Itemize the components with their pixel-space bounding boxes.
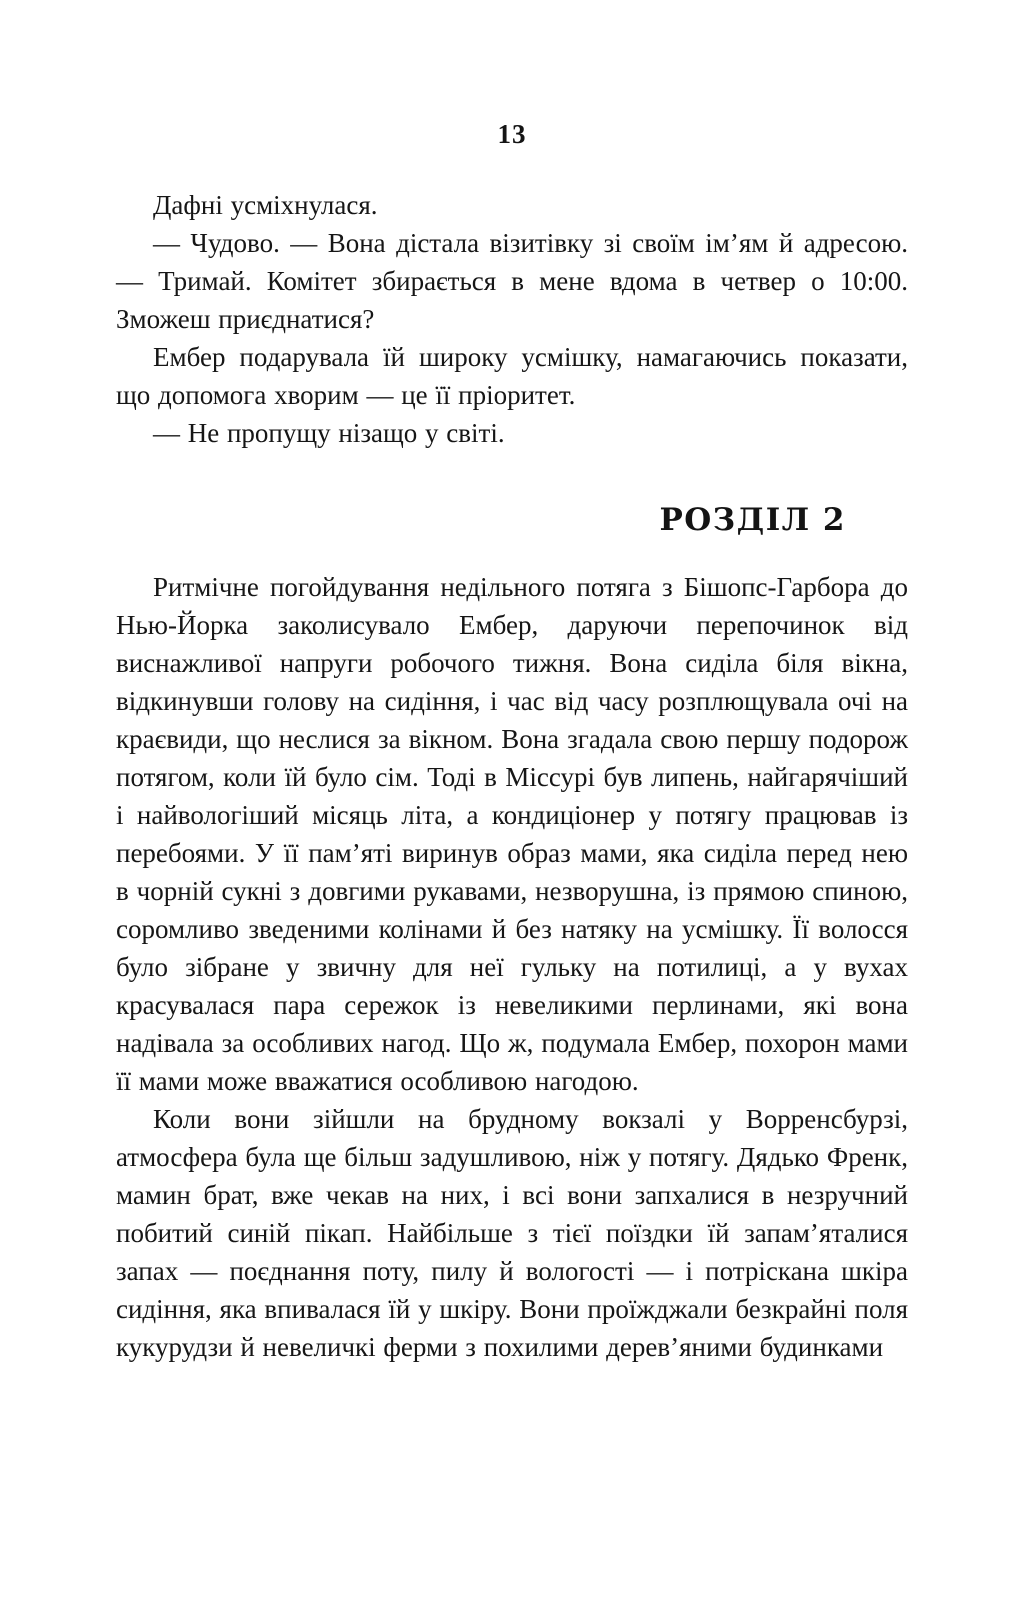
paragraph: Коли вони зійшли на брудному вокзалі у Ворренсбурзі, атмосфера була ще більш задушливою, ніж у потягу. Дядько Френк, мамин брат, вже чекав на них, і всі вони запхалися в незручний побитий синій пікап. Найбільше з тієї поїздки їй запам’яталися запах — поєднання поту, пилу й вологості — і потріскана шкіра сидіння, яка впивалася їй у шкіру. Вони проїжджали безкрайні поля кукурудзи й невеличкі ферми з похилими дерев’яними будинками (116, 1104, 908, 1362)
paragraph: — Чудово. — Вона дістала візитівку зі своїм ім’ям й адресою. — Тримай. Комітет збирається в мене вдома в четвер о 10:00. Зможеш приєднатися? (116, 228, 908, 334)
text-block (116, 186, 908, 1366)
paragraph: Ритмічне погойдування недільного потяга з Бішопс-Гарбора до Нью-Йорка заколисувало Ембер, даруючи перепочинок від виснажливої напруги робочого тижня. Вона сиділа біля вікна, відкинувши голову на сидіння, і час від часу розплющувала очі на краєвиди, що неслися за вікном. Вона згадала свою першу подорож потягом, коли їй було сім. Тоді в Міссурі був липень, найгарячіший і найвологіший місяць літа, а кондиціонер у потягу працював із перебоями. У її пам’яті виринув образ мами, яка сиділа перед нею в чорній сукні з довгими рукавами, незворушна, із прямою спиною, соромливо зведеними колінами й без натяку на усмішку. Її волосся було зібране у звичну для неї гульку на потилиці, а у вухах красувалася пара сережок із невеликими перлинами, які вона надівала за особливих нагод. Що ж, подумала Ембер, похорон мами її мами може вважатися особливою нагодою. (116, 572, 908, 1096)
page-number: 13 (497, 119, 527, 149)
paragraph: Ембер подарувала їй широку усмішку, намагаючись показати, що допомога хворим — це її пріоритет. (116, 342, 908, 410)
chapter-heading: РОЗДІЛ 2 (659, 502, 846, 538)
paragraph: — Не пропущу нізащо у світі. (153, 418, 505, 448)
paragraph: Дафні усміхнулася. (153, 190, 378, 220)
